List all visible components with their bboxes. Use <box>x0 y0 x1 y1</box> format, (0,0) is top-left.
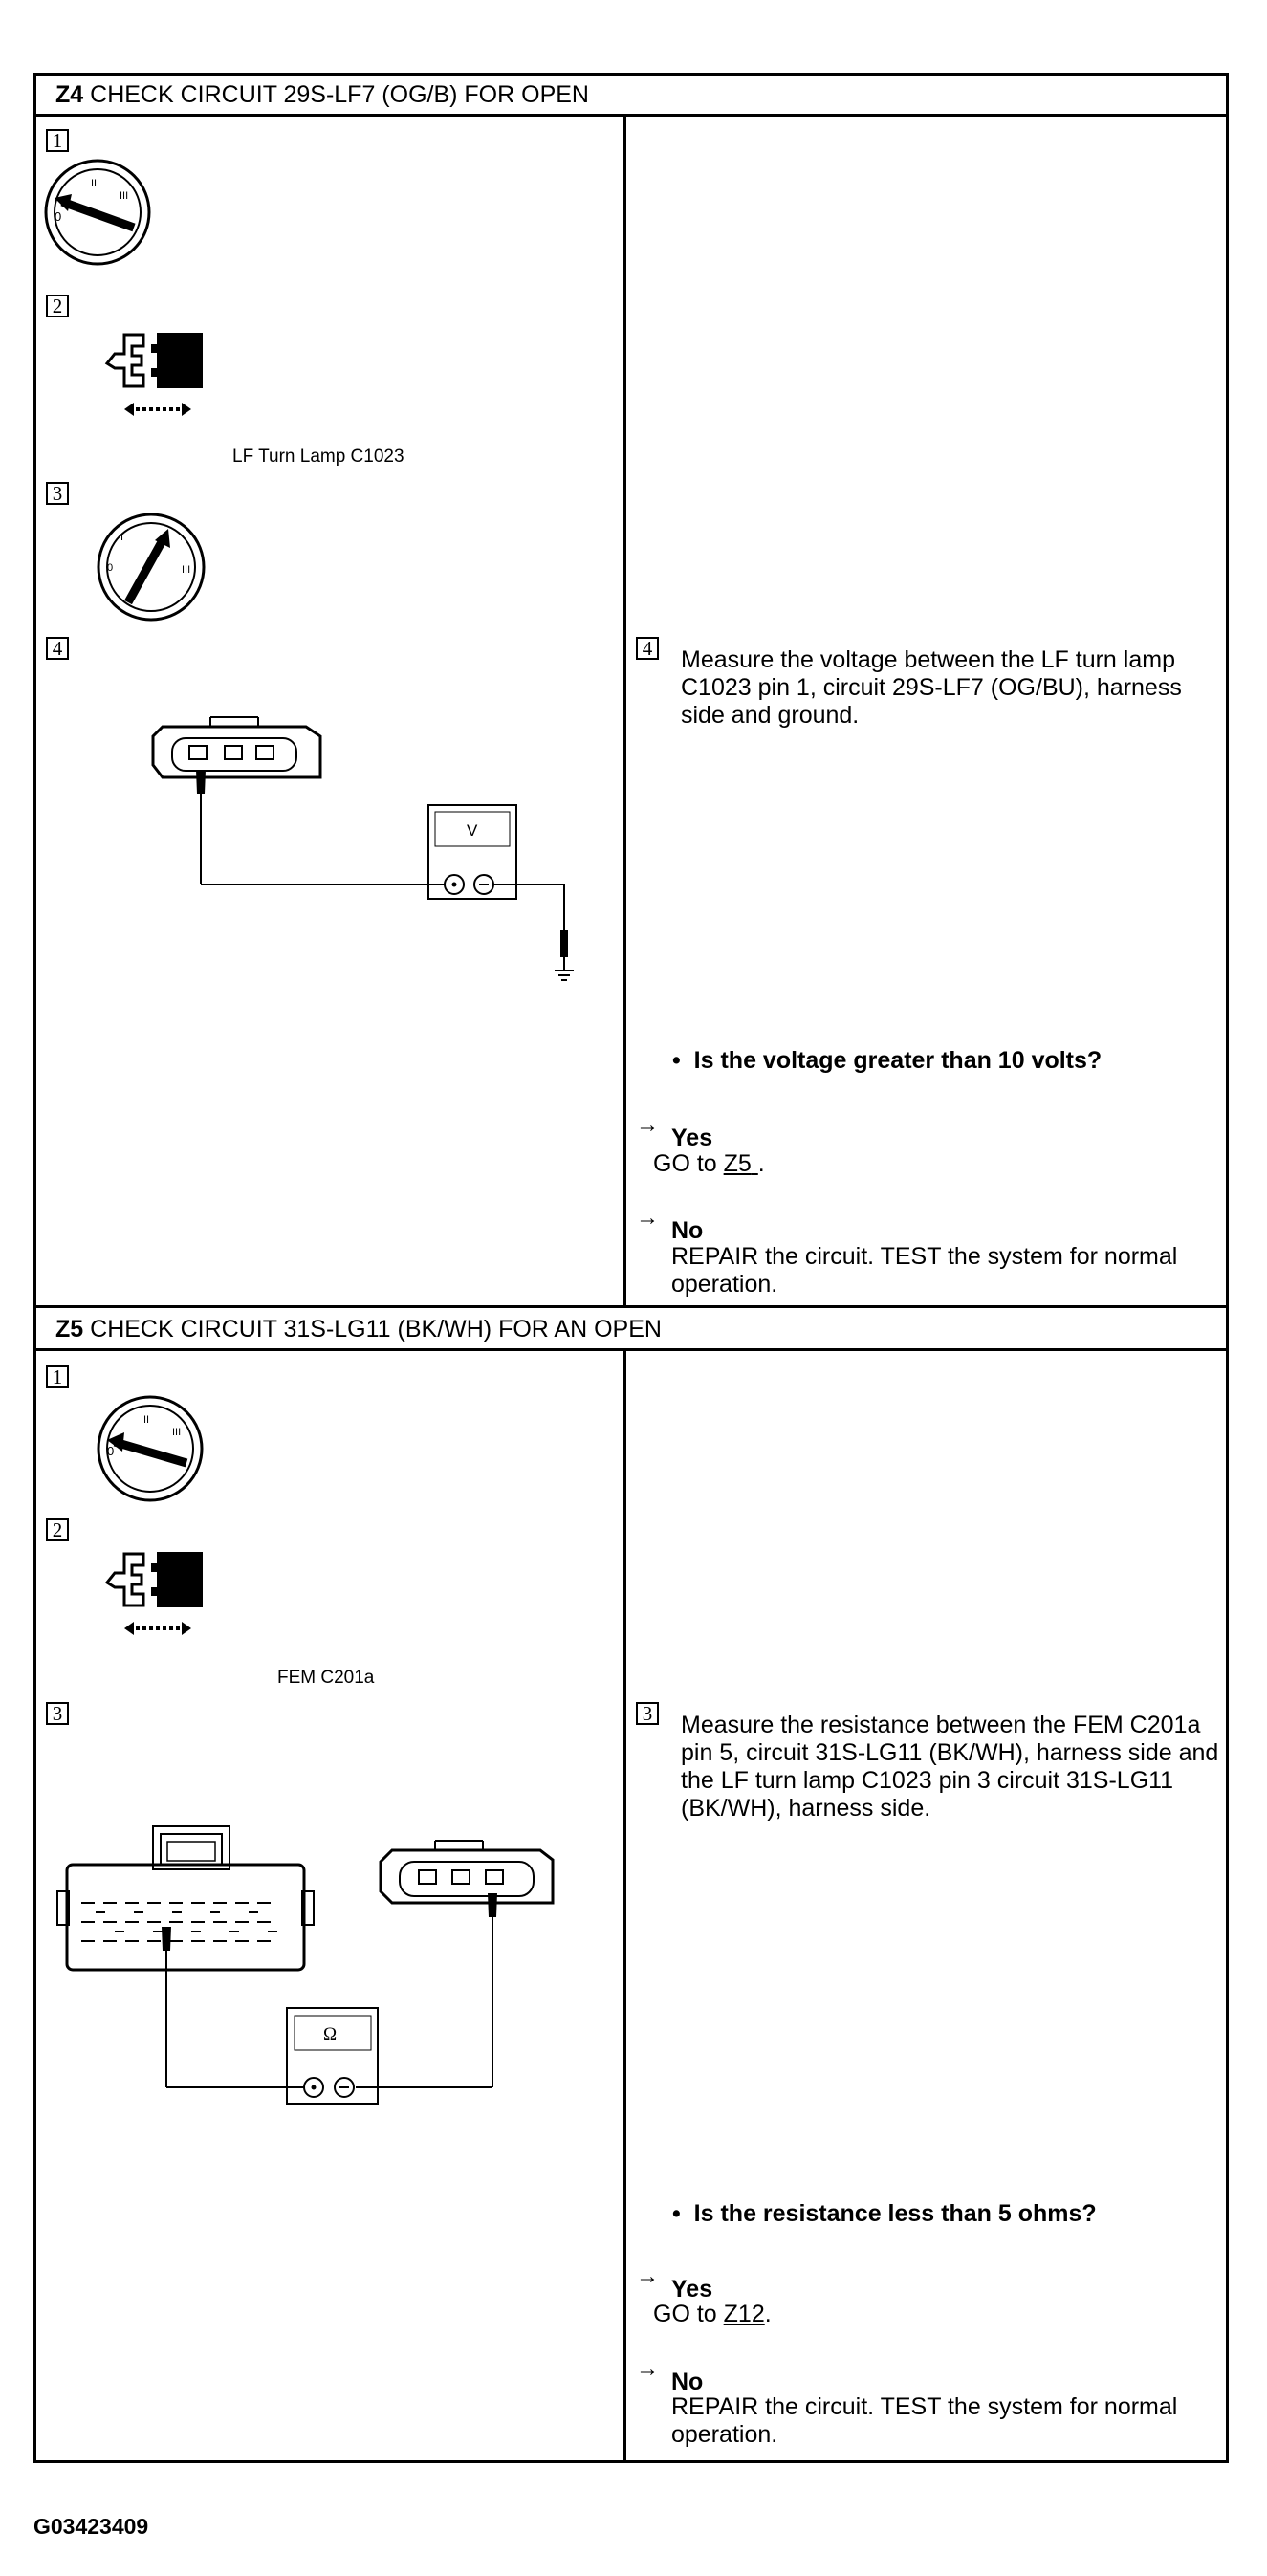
z4-step-4-box: 4 <box>46 637 69 660</box>
svg-text:0: 0 <box>107 562 114 574</box>
z4-no-arrow: → <box>636 1205 659 1231</box>
z4-yes-arrow: → <box>636 1112 659 1138</box>
ohmmeter-icon <box>287 2008 378 2104</box>
svg-text:0: 0 <box>55 209 62 224</box>
z5-step-3-box: 3 <box>46 1702 69 1725</box>
resistance-test-diagram <box>57 1807 574 2123</box>
lf-turn-lamp-connector <box>153 717 320 777</box>
lf-turn-lamp-connector <box>381 1841 553 1903</box>
svg-text:II: II <box>91 178 98 189</box>
voltmeter-symbol: V <box>467 821 478 840</box>
z5-question-bullet: • <box>672 2200 681 2227</box>
svg-text:III: III <box>172 1427 182 1438</box>
z5-no-text: REPAIR the circuit. TEST the system for normal operation. <box>671 2393 1178 2448</box>
z5-yes-arrow: → <box>636 2263 659 2289</box>
z5-instruction-step-box: 3 <box>636 1702 659 1725</box>
z4-connector-label: LF Turn Lamp C1023 <box>232 447 404 467</box>
section-z4-id: Z4 <box>55 81 84 108</box>
ohmmeter-symbol: Ω <box>323 2024 338 2044</box>
z4-question-bullet: • <box>672 1047 681 1074</box>
z4-step-3-box: 3 <box>46 482 69 505</box>
z5-instruction-text: Measure the resistance between the FEM C201a pin 5, circuit 31S-LG11 (BK/WH), harness side and the LF turn lamp C1023 pin 3 circuit 31S-LG11 (BK/WH), harness side. <box>681 1712 1219 1822</box>
z5-yes-prefix: GO to <box>653 2301 724 2327</box>
svg-text:II: II <box>143 1414 150 1426</box>
section-z4-column-divider <box>623 117 626 1308</box>
voltage-test-diagram <box>143 712 574 999</box>
svg-text:III: III <box>182 564 191 576</box>
disconnect-connector-icon <box>96 1544 210 1649</box>
z4-no-text: REPAIR the circuit. TEST the system for normal operation. <box>671 1243 1178 1298</box>
section-z5-title: CHECK CIRCUIT 31S-LG11 (BK/WH) FOR AN OPEN <box>90 1316 662 1343</box>
svg-text:I: I <box>120 532 124 543</box>
section-z4-title: CHECK CIRCUIT 29S-LF7 (OG/B) FOR OPEN <box>90 81 589 108</box>
z4-yes-link-space <box>752 1150 758 1177</box>
figure-id: G03423409 <box>33 2514 149 2539</box>
ignition-switch-off-icon <box>96 1394 206 1504</box>
z5-no-arrow: → <box>636 2356 659 2382</box>
section-z5-header <box>33 1307 1229 1351</box>
z5-yes-text: GO to Z12. <box>653 2301 772 2327</box>
z4-question-text: Is the voltage greater than 10 volts? <box>693 1047 1103 1074</box>
z5-no-label: No <box>671 2369 704 2395</box>
z5-yes-label: Yes <box>671 2276 713 2303</box>
ignition-switch-off-icon <box>43 158 153 268</box>
fem-c201a-connector <box>57 1826 314 1970</box>
section-z4-header <box>33 73 1229 117</box>
z5-step-1-box: 1 <box>46 1365 69 1388</box>
z4-yes-label: Yes <box>671 1124 713 1151</box>
z5-question-text: Is the resistance less than 5 ohms? <box>693 2200 1097 2227</box>
z4-yes-prefix: GO to <box>653 1150 724 1177</box>
z4-question <box>672 1047 1102 1075</box>
z4-yes-text: GO to Z5 . <box>653 1150 765 1177</box>
disconnect-connector-icon <box>96 325 210 430</box>
ignition-switch-on-icon <box>96 512 210 626</box>
svg-text:0: 0 <box>107 1444 115 1458</box>
z5-yes-link[interactable]: Z12 <box>723 2301 765 2327</box>
z4-yes-link[interactable]: Z5 <box>723 1150 752 1177</box>
z5-step-2-box: 2 <box>46 1518 69 1541</box>
z4-instruction-text: Measure the voltage between the LF turn lamp C1023 pin 1, circuit 29S-LF7 (OG/BU), harness side and ground. <box>681 646 1182 729</box>
section-z5-id: Z5 <box>55 1316 84 1343</box>
svg-text:III: III <box>120 190 129 202</box>
z4-step-1-box: 1 <box>46 129 69 152</box>
ground-icon <box>555 957 574 980</box>
z5-question <box>672 2200 1097 2228</box>
z4-no-label: No <box>671 1217 704 1244</box>
z5-connector-label: FEM C201a <box>277 1668 375 1688</box>
z4-instruction-step-box: 4 <box>636 637 659 660</box>
z4-step-2-box: 2 <box>46 295 69 317</box>
section-z5-column-divider <box>623 1351 626 2463</box>
